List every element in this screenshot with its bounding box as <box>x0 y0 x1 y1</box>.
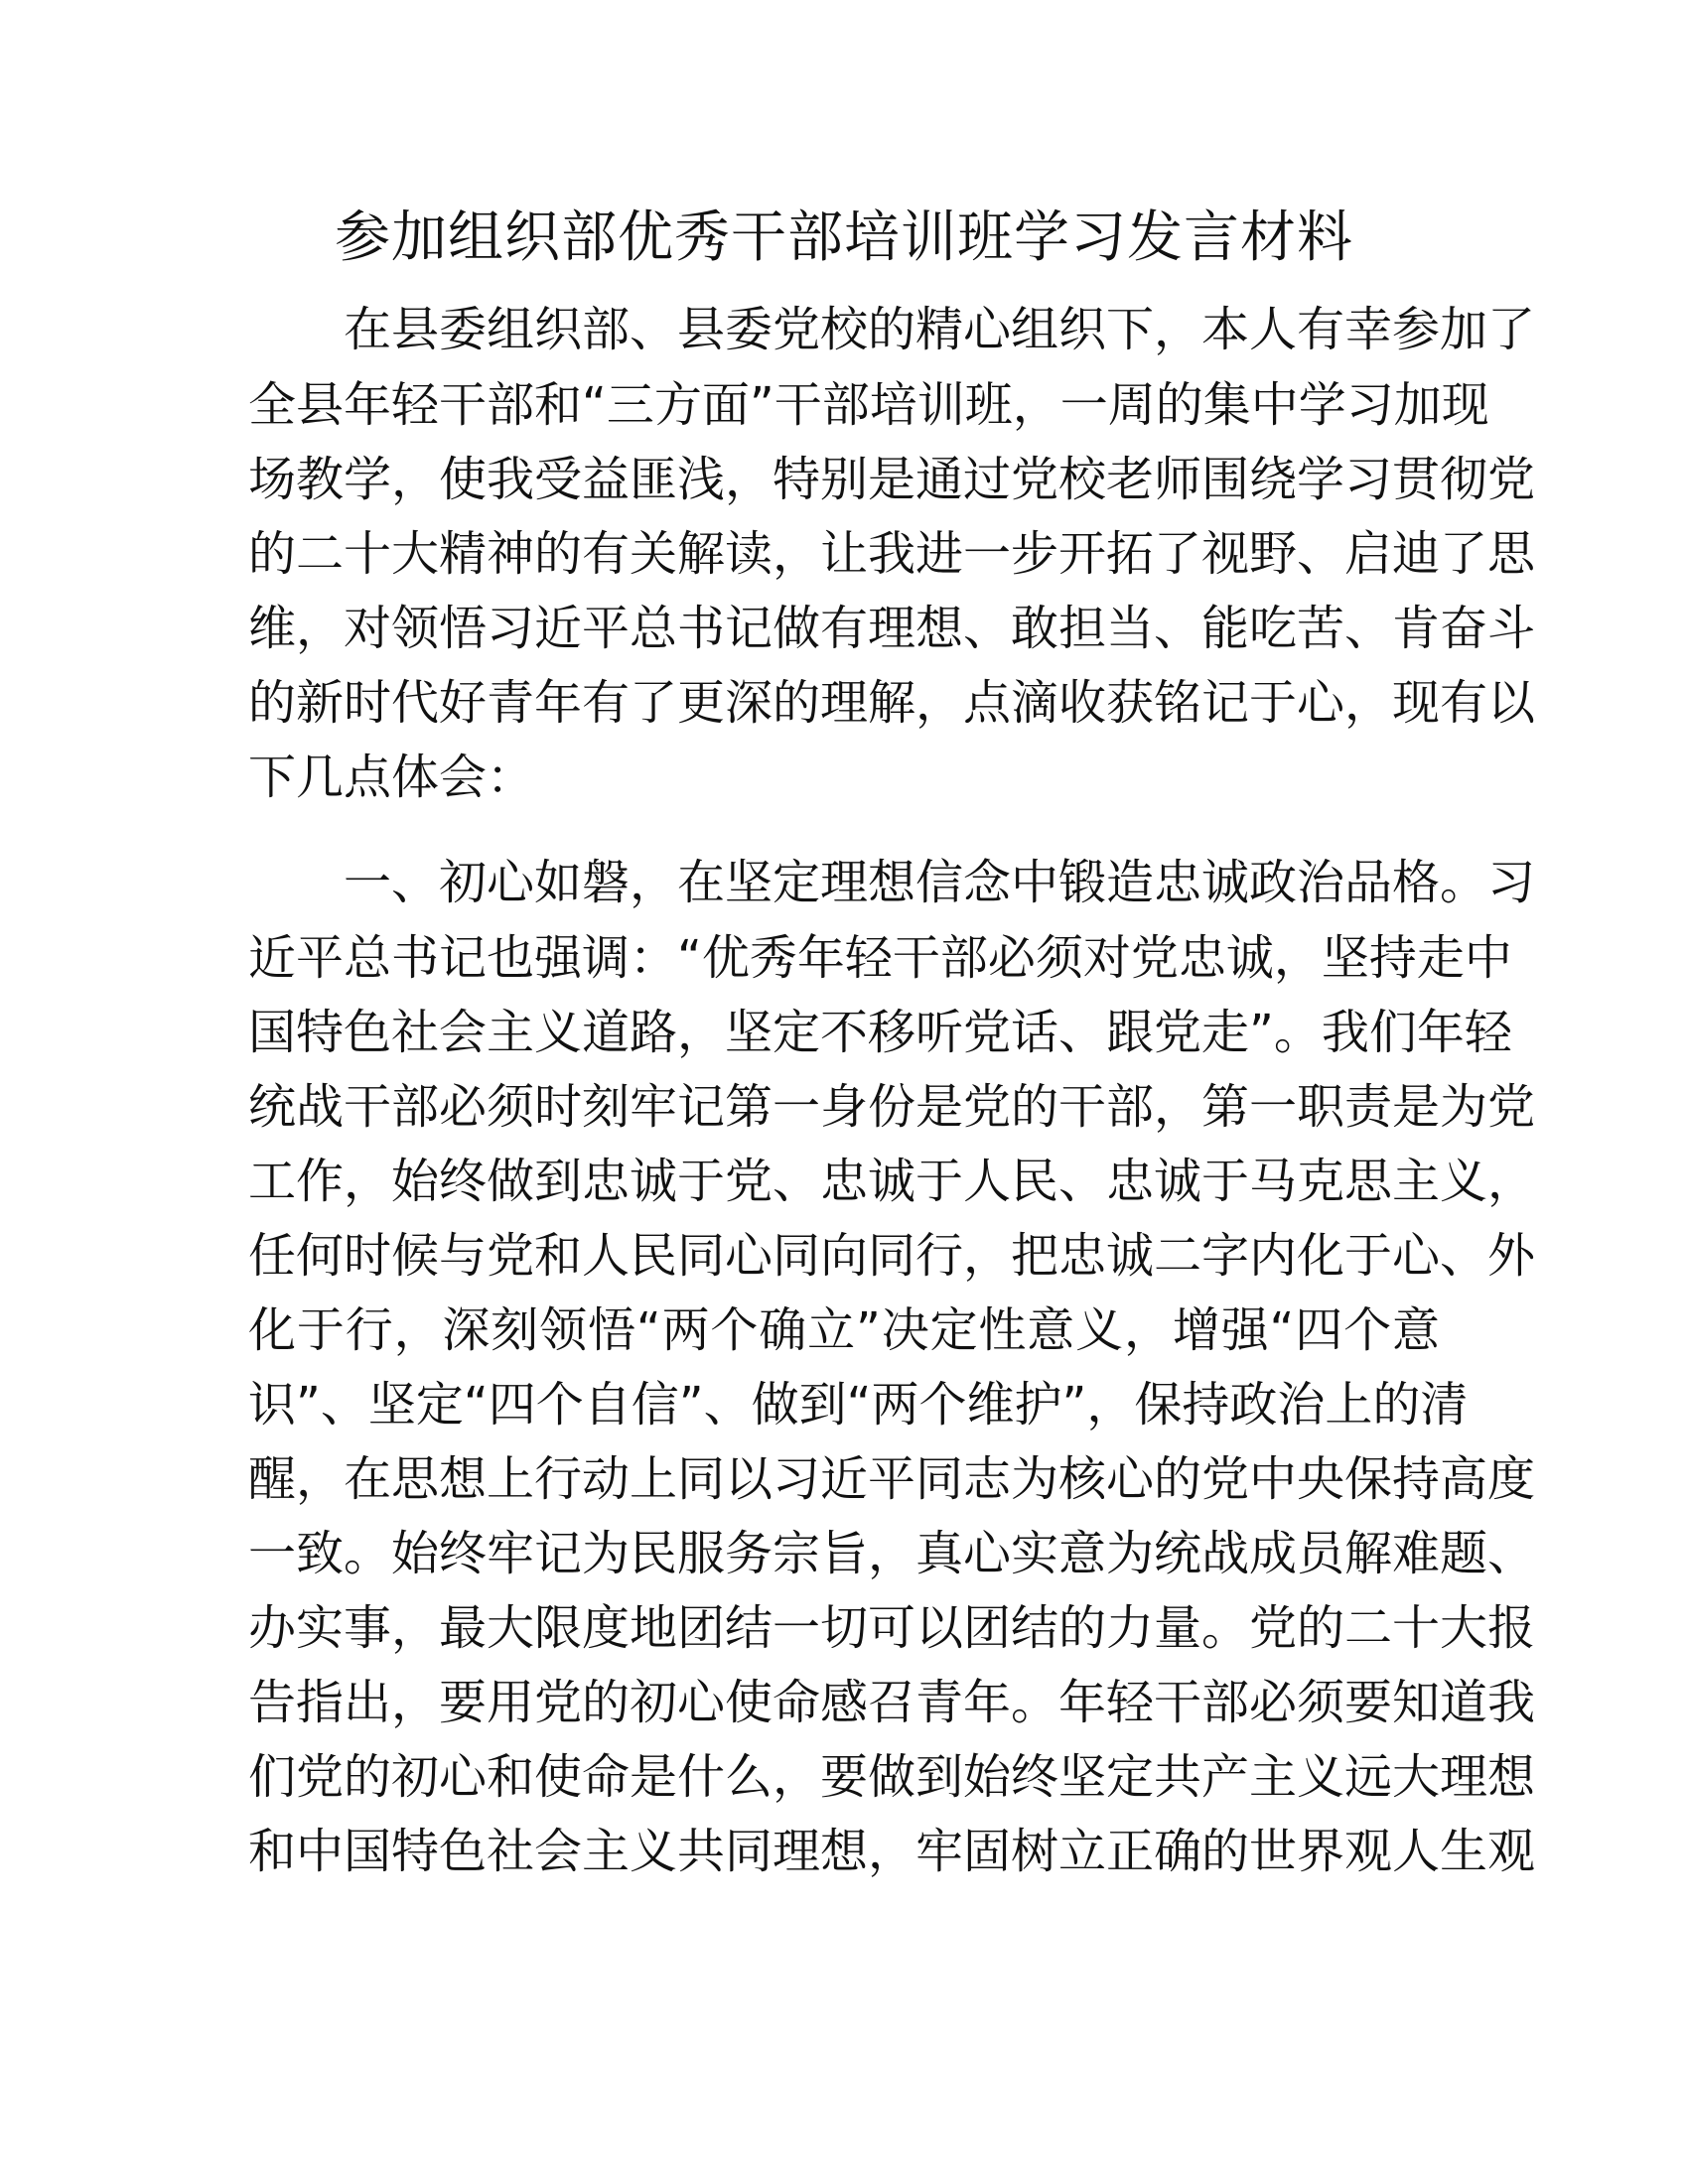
paragraph-2-line-4: 统战干部必须时刻牢记第一身份是党的干部，第一职责是为党 <box>248 1079 1536 1135</box>
paragraph-1-line-4: 的二十大精神的有关解读，让我进一步开拓了视野、启迪了思 <box>248 526 1536 582</box>
paragraph-2-line-5: 工作，始终做到忠诚于党、忠诚于人民、忠诚于马克思主义， <box>248 1154 1536 1209</box>
paragraph-1-line-5: 维，对领悟习近平总书记做有理想、敢担当、能吃苦、肯奋斗 <box>248 601 1536 656</box>
paragraph-1-line-7: 下几点体会： <box>248 750 535 805</box>
paragraph-2-line-8: 识”、坚定“四个自信”、做到“两个维护”，保持政治上的清 <box>248 1377 1469 1433</box>
paragraph-1-line-1: 在县委组织部、县委党校的精心组织下，本人有幸参加了 <box>248 302 1536 357</box>
paragraph-2-line-6: 任何时候与党和人民同心同向同行，把忠诚二字内化于心、外 <box>248 1228 1536 1284</box>
paragraph-1-line-6: 的新时代好青年有了更深的理解，点滴收获铭记于心，现有以 <box>248 675 1536 731</box>
document-title: 参加组织部优秀干部培训班学习发言材料 <box>335 205 1353 270</box>
paragraph-2-line-1: 一、初心如磐，在坚定理想信念中锻造忠诚政治品格。习 <box>248 855 1536 910</box>
paragraph-2-line-14: 和中国特色社会主义共同理想，牢固树立正确的世界观人生观 <box>248 1824 1536 1879</box>
paragraph-1-line-3: 场教学，使我受益匪浅，特别是通过党校老师围绕学习贯彻党 <box>248 452 1536 507</box>
paragraph-2-line-2: 近平总书记也强调：“优秀年轻干部必须对党忠诚，坚持走中 <box>248 930 1512 986</box>
paragraph-2-line-9: 醒，在思想上行动上同以习近平同志为核心的党中央保持高度 <box>248 1451 1536 1507</box>
paragraph-2-line-13: 们党的初心和使命是什么，要做到始终坚定共产主义远大理想 <box>248 1749 1536 1805</box>
paragraph-1-line-2: 全县年轻干部和“三方面”干部培训班，一周的集中学习加现 <box>248 377 1489 433</box>
paragraph-2-line-7: 化于行，深刻领悟“两个确立”决定性意义，增强“四个意 <box>248 1302 1440 1358</box>
paragraph-2-line-10: 一致。始终牢记为民服务宗旨，真心实意为统战成员解难题、 <box>248 1526 1536 1581</box>
paragraph-2-line-12: 告指出，要用党的初心使命感召青年。年轻干部必须要知道我 <box>248 1675 1536 1730</box>
paragraph-2-line-11: 办实事，最大限度地团结一切可以团结的力量。党的二十大报 <box>248 1600 1536 1656</box>
paragraph-2-line-3: 国特色社会主义道路，坚定不移听党话、跟党走”。我们年轻 <box>248 1005 1512 1060</box>
